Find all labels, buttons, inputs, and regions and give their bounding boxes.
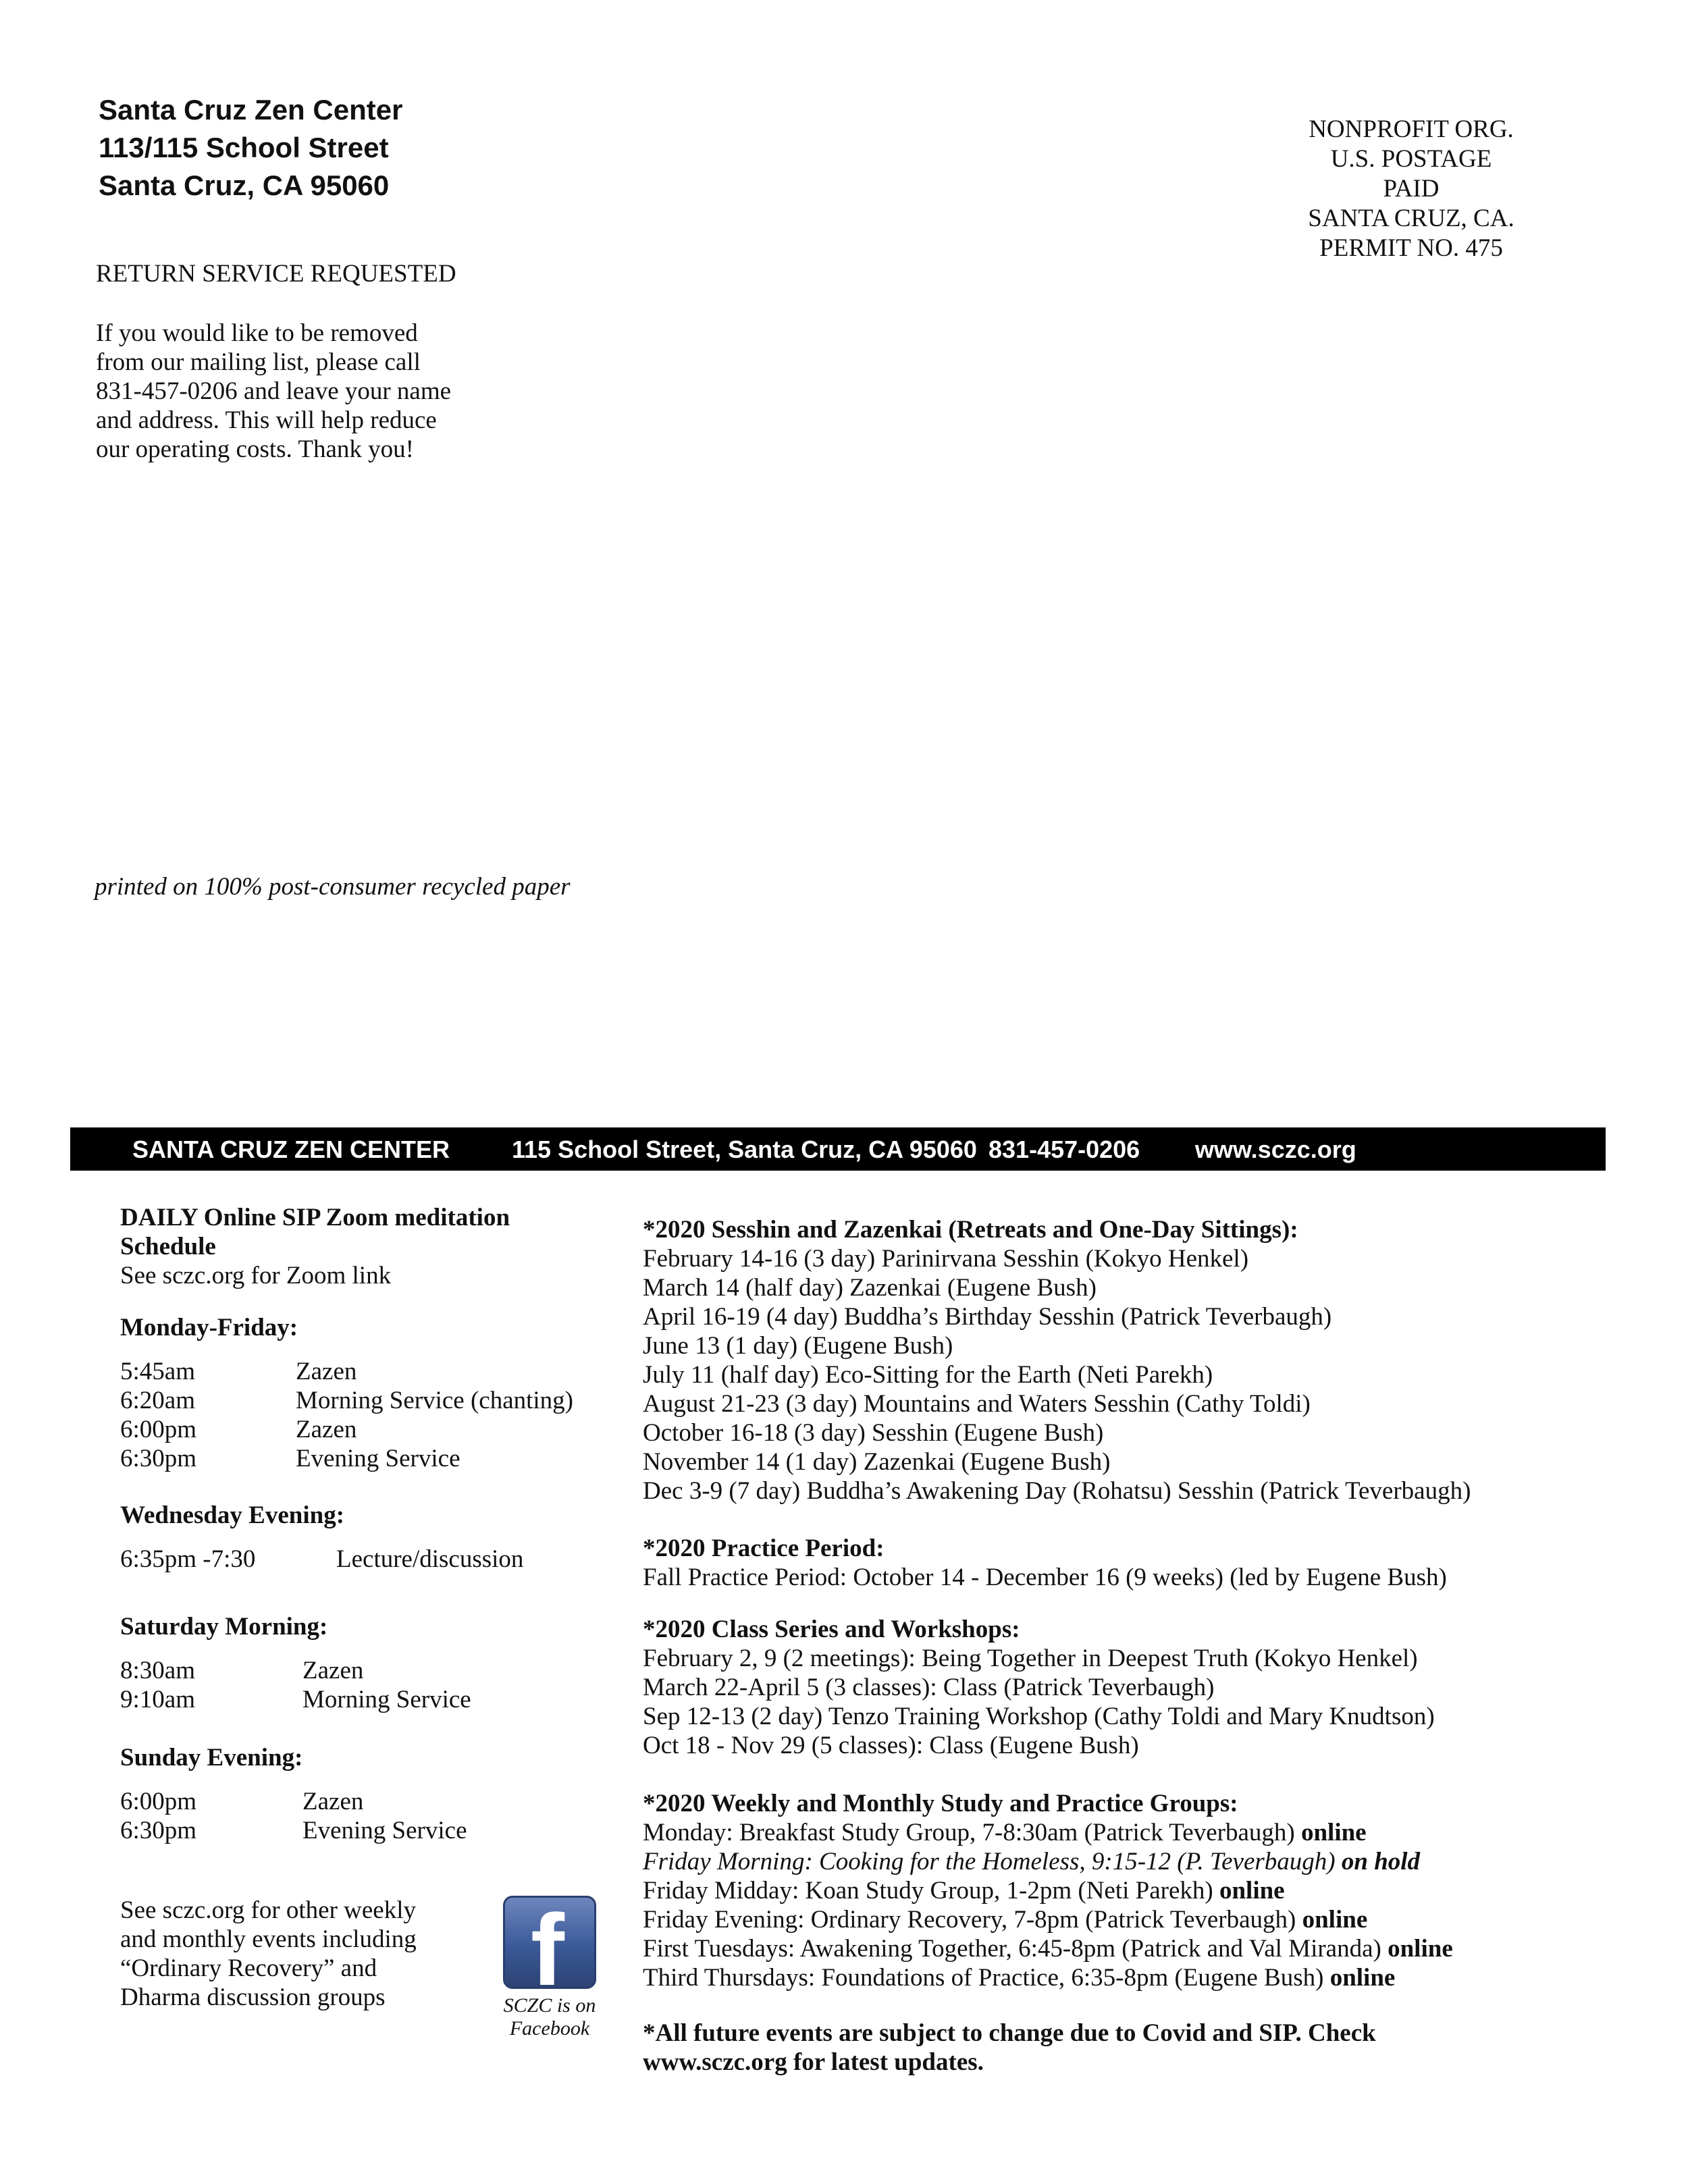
schedule-title-line: DAILY Online SIP Zoom meditation (120, 1204, 510, 1231)
group-status: online (1329, 1964, 1396, 1992)
sender-street: 113/115 School Street (99, 132, 389, 163)
schedule-time: 6:00pm (120, 1788, 197, 1815)
sesshin-section (643, 1215, 1608, 1506)
notice-line: 831-457-0206 and leave your name (96, 377, 452, 405)
group-text: Monday: Breakfast Study Group, 7-8:30am (Patrick Teverbaugh) (643, 1819, 1301, 1846)
schedule-row (120, 1685, 620, 1714)
section-heading: *2020 Practice Period: (643, 1535, 885, 1562)
sesshin-item: February 14-16 (3 day) Parinirvana Sesshin (Kokyo Henkel) (643, 1245, 1249, 1273)
groups-section (643, 1789, 1608, 1992)
postage-line: NONPROFIT ORG. (1309, 115, 1514, 143)
notice-line: from our mailing list, please call (96, 348, 421, 376)
notice-line: www.sczc.org for latest updates. (643, 2048, 984, 2076)
group-text: First Tuesdays: Awakening Together, 6:45-8pm (Patrick and Val Miranda) (643, 1935, 1388, 1963)
section-heading: *2020 Weekly and Monthly Study and Practice Groups: (643, 1790, 1238, 1817)
section-heading: Sunday Evening: (120, 1744, 303, 1772)
header-banner (70, 1127, 1606, 1171)
classes-section (643, 1615, 1608, 1760)
banner-phone: 831-457-0206 (988, 1136, 1140, 1163)
notice-line: If you would like to be removed (96, 319, 418, 347)
section-heading: *2020 Sesshin and Zazenkai (Retreats and One-Day Sittings): (643, 1216, 1298, 1244)
schedule-event: Morning Service (chanting) (296, 1387, 573, 1414)
sesshin-item: August 21-23 (3 day) Mountains and Waters Sesshin (Cathy Toldi) (643, 1390, 1311, 1418)
sesshin-item: July 11 (half day) Eco-Sitting for the Earth (Neti Parekh) (643, 1361, 1213, 1389)
practice-period-section (643, 1534, 1608, 1592)
schedule-row (120, 1656, 620, 1685)
banner-address: 115 School Street, Santa Cruz, CA 95060 (512, 1136, 977, 1163)
group-item (643, 1847, 1608, 1876)
note-line: and monthly events including (120, 1925, 417, 1953)
return-service-requested: RETURN SERVICE REQUESTED (96, 260, 456, 288)
group-text: Friday Morning: Cooking for the Homeless, 9:15-12 (P. Teverbaugh) (643, 1848, 1342, 1875)
group-text: Third Thursdays: Foundations of Practice, 6:35-8pm (Eugene Bush) (643, 1964, 1330, 1992)
monday-friday-section (120, 1313, 620, 1473)
sesshin-item: November 14 (1 day) Zazenkai (Eugene Bush) (643, 1448, 1111, 1476)
schedule-event: Zazen (302, 1788, 364, 1815)
note-line: See sczc.org for other weekly (120, 1896, 417, 1924)
postage-line: PERMIT NO. 475 (1319, 234, 1503, 262)
group-item (643, 1905, 1608, 1934)
schedule-row (120, 1816, 620, 1845)
wednesday-section (120, 1501, 620, 1574)
schedule-event: Evening Service (296, 1445, 460, 1472)
sesshin-item: October 16-18 (3 day) Sesshin (Eugene Bush) (643, 1419, 1104, 1447)
notice-line: our operating costs. Thank you! (96, 435, 414, 463)
banner-name: SANTA CRUZ ZEN CENTER (132, 1136, 450, 1163)
sesshin-item: Dec 3-9 (7 day) Buddha’s Awakening Day (Rohatsu) Sesshin (Patrick Teverbaugh) (643, 1477, 1471, 1505)
saturday-section (120, 1612, 620, 1714)
class-item: February 2, 9 (2 meetings): Being Together in Deepest Truth (Kokyo Henkel) (643, 1645, 1418, 1672)
daily-schedule-title (120, 1203, 620, 1290)
schedule-time: 5:45am (120, 1358, 195, 1385)
schedule-row (120, 1444, 620, 1473)
sunday-section (120, 1743, 620, 1845)
facebook-icon[interactable]: f (503, 1896, 596, 1989)
schedule-time: 6:20am (120, 1387, 195, 1414)
section-heading: Wednesday Evening: (120, 1501, 345, 1529)
section-heading: Saturday Morning: (120, 1613, 328, 1641)
schedule-title-line: Schedule (120, 1233, 216, 1260)
caption-line: Facebook (509, 2017, 590, 2040)
class-item: Sep 12-13 (2 day) Tenzo Training Workshop (Cathy Toldi and Mary Knudtson) (643, 1703, 1435, 1730)
group-item (643, 1963, 1608, 1992)
postage-line: SANTA CRUZ, CA. (1308, 205, 1514, 232)
schedule-row (120, 1415, 620, 1444)
schedule-row (120, 1545, 620, 1574)
sender-city: Santa Cruz, CA 95060 (99, 169, 390, 201)
schedule-row (120, 1787, 620, 1816)
schedule-event: Evening Service (302, 1817, 467, 1844)
notice-line: *All future events are subject to change due to Covid and SIP. Check (643, 2019, 1376, 2047)
schedule-event: Zazen (296, 1416, 357, 1443)
schedule-time: 6:30pm (120, 1445, 197, 1472)
schedule-time: 8:30am (120, 1657, 195, 1684)
postage-line: PAID (1383, 175, 1440, 203)
group-status: online (1219, 1877, 1285, 1905)
recycled-paper-note: printed on 100% post-consumer recycled paper (95, 873, 571, 901)
postage-line: U.S. POSTAGE (1330, 145, 1492, 173)
schedule-event: Zazen (302, 1657, 364, 1684)
group-status: online (1300, 1819, 1367, 1846)
class-item: March 22-April 5 (3 classes): Class (Patrick Teverbaugh) (643, 1674, 1215, 1701)
caption-line: SCZC is on (503, 1994, 596, 2017)
sesshin-item: March 14 (half day) Zazenkai (Eugene Bush) (643, 1274, 1097, 1302)
sesshin-item: April 16-19 (4 day) Buddha’s Birthday Sesshin (Patrick Teverbaugh) (643, 1303, 1332, 1331)
schedule-row (120, 1357, 620, 1386)
facebook-badge[interactable] (489, 1896, 610, 2040)
schedule-time: 6:00pm (120, 1416, 197, 1443)
section-heading: Monday-Friday: (120, 1314, 298, 1341)
notice-line: and address. This will help reduce (96, 406, 437, 434)
group-status: on hold (1341, 1848, 1421, 1875)
banner-website: www.sczc.org (1195, 1136, 1356, 1163)
sender-name: Santa Cruz Zen Center (99, 94, 403, 126)
group-status: online (1302, 1906, 1368, 1934)
note-line: “Ordinary Recovery” and (120, 1954, 377, 1982)
class-item: Oct 18 - Nov 29 (5 classes): Class (Eugene Bush) (643, 1732, 1139, 1759)
schedule-time: 6:30pm (120, 1817, 197, 1844)
group-item (643, 1818, 1608, 1847)
sesshin-item: June 13 (1 day) (Eugene Bush) (643, 1332, 953, 1360)
schedule-event: Morning Service (302, 1686, 471, 1713)
schedule-time: 6:35pm -7:30 (120, 1545, 256, 1573)
sender-address (99, 91, 402, 205)
group-text: Friday Midday: Koan Study Group, 1-2pm (Neti Parekh) (643, 1877, 1219, 1905)
schedule-row (120, 1386, 620, 1415)
group-status: online (1388, 1935, 1453, 1963)
schedule-event: Lecture/discussion (336, 1545, 524, 1573)
practice-period-item: Fall Practice Period: October 14 - December 16 (9 weeks) (led by Eugene Bush) (643, 1564, 1447, 1591)
group-item (643, 1876, 1608, 1905)
group-text: Friday Evening: Ordinary Recovery, 7-8pm (Patrick Teverbaugh) (643, 1906, 1302, 1934)
section-heading: *2020 Class Series and Workshops: (643, 1616, 1020, 1643)
mailing-list-removal-notice (96, 319, 555, 464)
note-line: Dharma discussion groups (120, 1983, 386, 2011)
covid-notice (643, 2019, 1608, 2077)
facebook-caption (489, 1994, 610, 2040)
schedule-time: 9:10am (120, 1686, 195, 1713)
postage-indicia (1256, 115, 1566, 263)
zoom-note: See sczc.org for Zoom link (120, 1262, 392, 1289)
other-events-note (120, 1896, 498, 2012)
group-item (643, 1934, 1608, 1963)
schedule-event: Zazen (296, 1358, 357, 1385)
